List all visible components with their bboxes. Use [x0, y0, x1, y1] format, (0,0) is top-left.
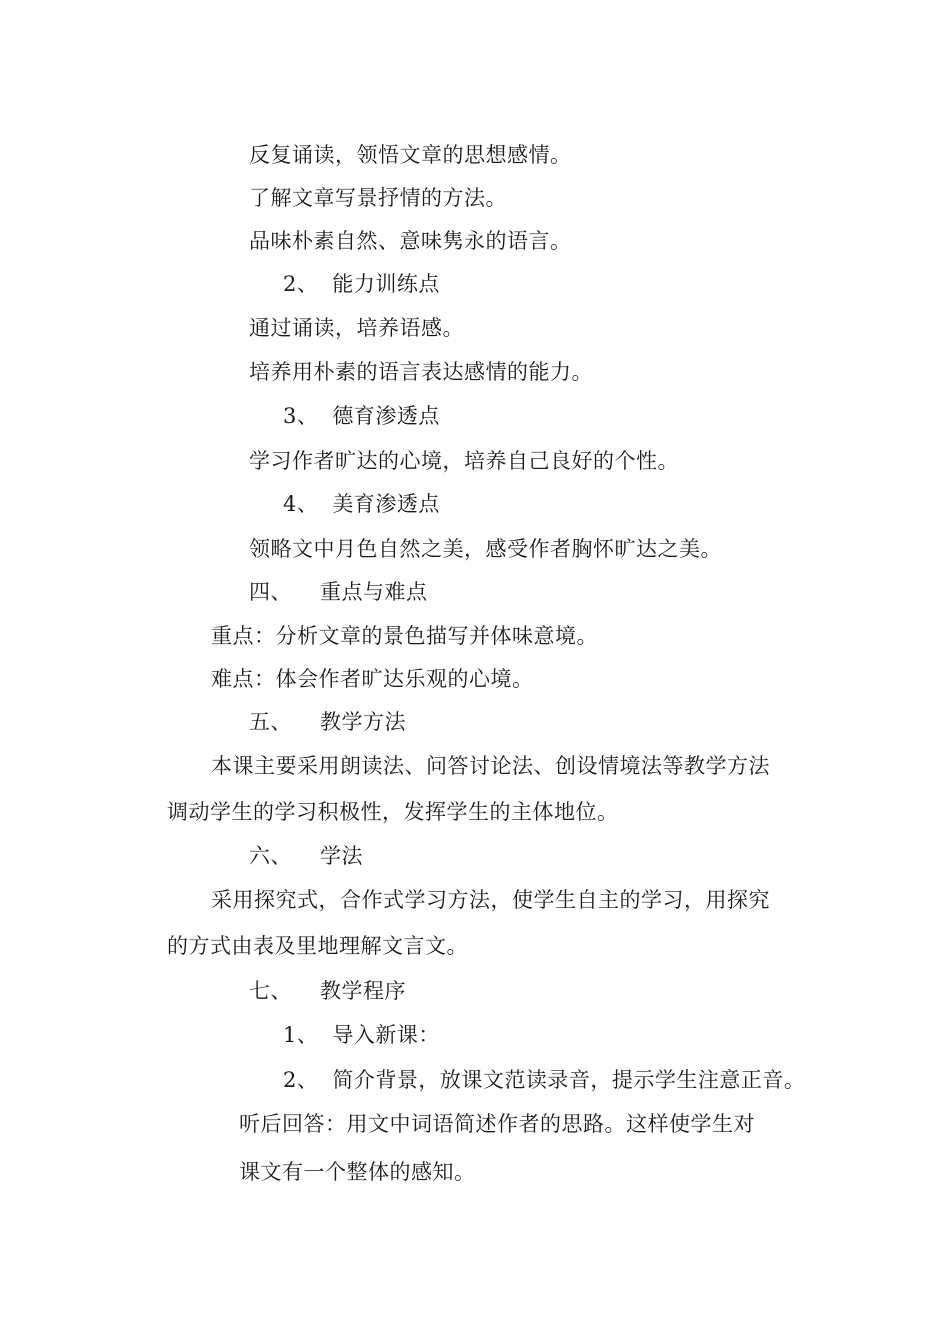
subheading-text: 德育渗透点 — [332, 404, 440, 428]
subheading-text: 美育渗透点 — [332, 492, 440, 516]
section-heading — [249, 578, 428, 606]
section-heading — [249, 977, 406, 1005]
paragraph-line: 课文有一个整体的感知。 — [239, 1160, 476, 1184]
paragraph-line: 反复诵读，领悟文章的思想感情。 — [249, 143, 572, 167]
subheading-number: 4、 — [283, 492, 319, 516]
section-title: 学法 — [320, 844, 363, 868]
paragraph-line: 的方式由表及里地理解文言文。 — [167, 934, 468, 958]
subheading — [283, 1021, 440, 1049]
paragraph-line: 品味朴素自然、意味隽永的语言。 — [249, 229, 572, 253]
section-title: 教学方法 — [320, 710, 406, 734]
paragraph-line: 采用探究式，合作式学习方法，使学生自主的学习，用探究 — [211, 888, 770, 912]
paragraph-line: 学习作者旷达的心境，培养自己良好的个性。 — [249, 449, 679, 473]
subheading-number: 2、 — [283, 272, 319, 296]
section-heading — [249, 842, 363, 870]
subheading-text: 简介背景，放课文范读录音，提示学生注意正音。 — [332, 1068, 806, 1092]
paragraph-line: 了解文章写景抒情的方法。 — [249, 186, 507, 210]
paragraph-line: 培养用朴素的语言表达感情的能力。 — [249, 360, 593, 384]
subheading-number: 1、 — [283, 1023, 319, 1047]
paragraph-line: 重点：分析文章的景色描写并体味意境。 — [211, 624, 598, 648]
section-title: 重点与难点 — [320, 580, 428, 604]
subheading-text: 能力训练点 — [332, 272, 440, 296]
subheading-number: 3、 — [283, 404, 319, 428]
subheading — [283, 1066, 805, 1094]
section-title: 教学程序 — [320, 979, 406, 1003]
paragraph-line: 通过诵读，培养语感。 — [249, 316, 464, 340]
section-number: 四、 — [249, 580, 292, 604]
subheading — [283, 402, 440, 430]
paragraph-line: 领略文中月色自然之美，感受作者胸怀旷达之美。 — [249, 537, 722, 561]
section-number: 六、 — [249, 844, 292, 868]
section-heading — [249, 708, 406, 736]
paragraph-line: 听后回答：用文中词语简述作者的思路。这样使学生对 — [239, 1112, 755, 1136]
paragraph-line: 调动学生的学习积极性，发挥学生的主体地位。 — [167, 800, 619, 824]
paragraph-line: 本课主要采用朗读法、问答讨论法、创设情境法等教学方法 — [211, 754, 770, 778]
section-number: 五、 — [249, 710, 292, 734]
subheading — [283, 490, 440, 518]
subheading-number: 2、 — [283, 1068, 319, 1092]
subheading-text: 导入新课： — [332, 1023, 440, 1047]
subheading — [283, 270, 440, 298]
section-number: 七、 — [249, 979, 292, 1003]
paragraph-line: 难点：体会作者旷达乐观的心境。 — [211, 667, 534, 691]
